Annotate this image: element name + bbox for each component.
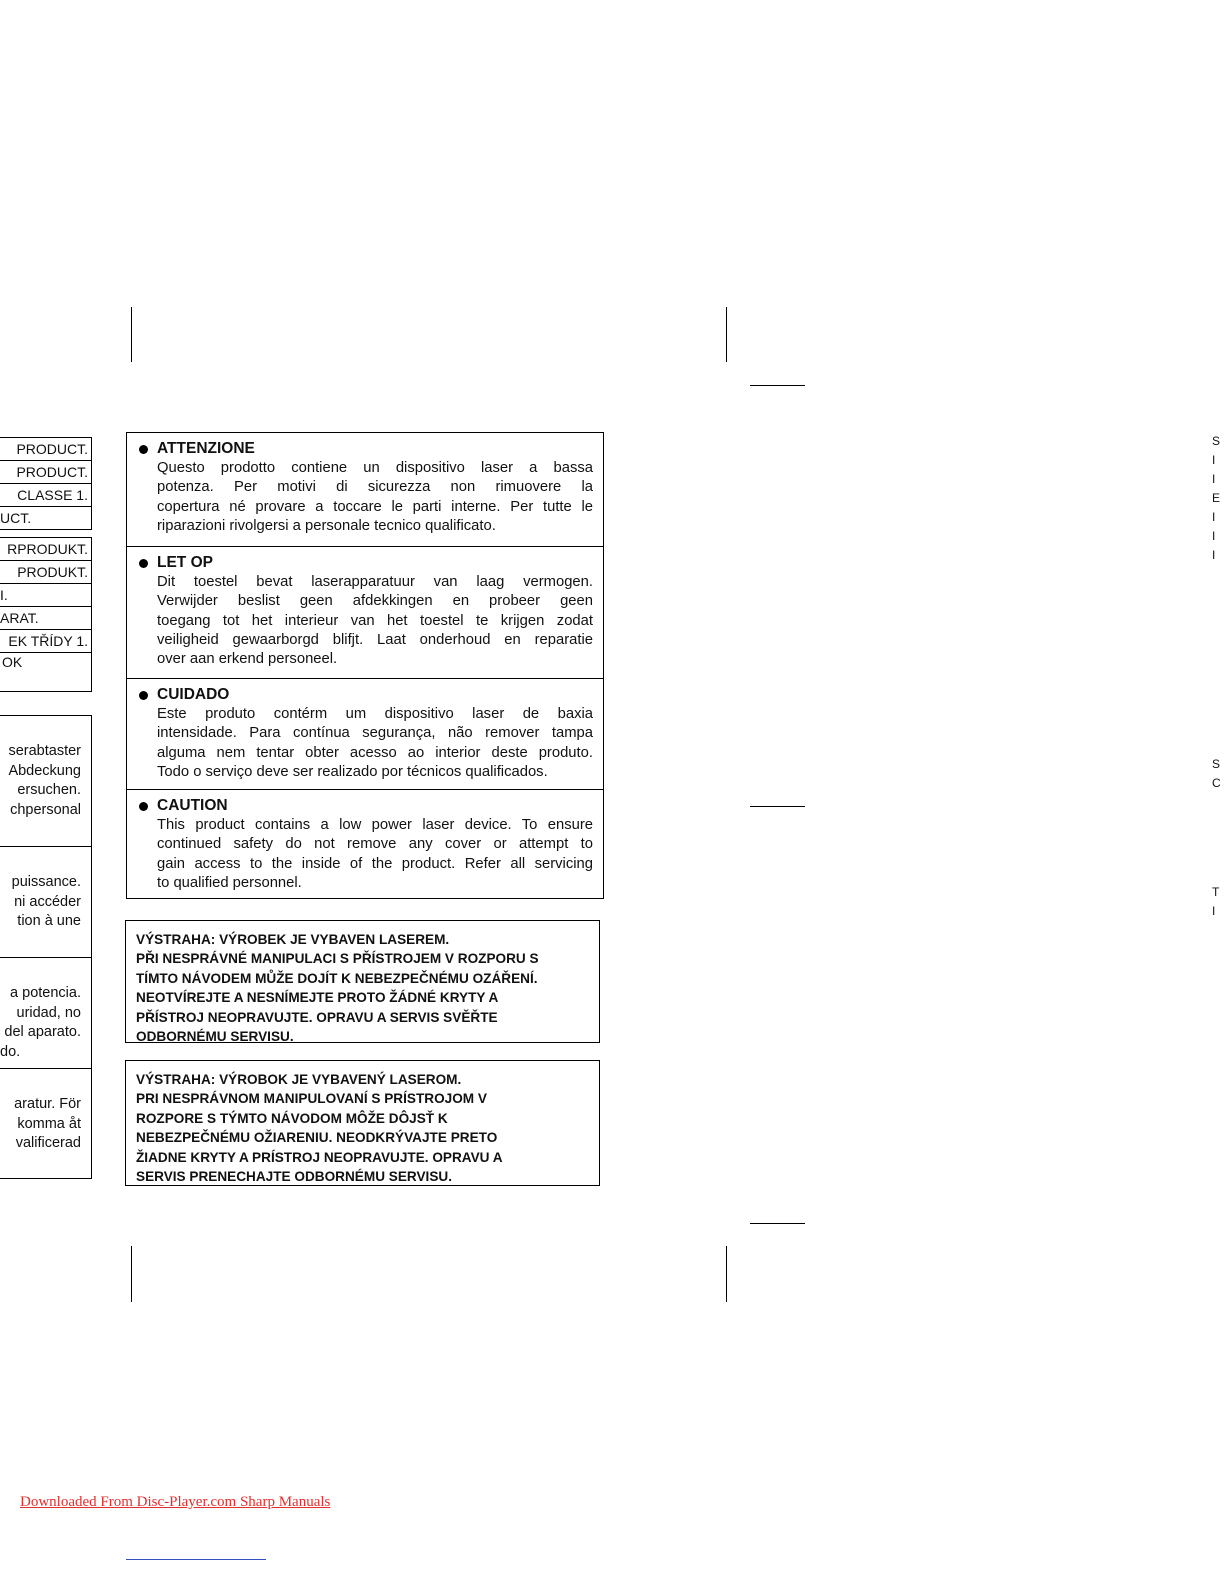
caution-section-en: CAUTION This product contains a low power laser device. To ensure continued safety do not remove any cover or attempt to gain access to the inside of the product. Refer all servicing to qualified personnel.: [127, 790, 603, 896]
left-caution-section: puissance. ni accéder tion à une: [0, 847, 91, 958]
caution-heading: CUIDADO: [137, 685, 593, 705]
crop-mark-top-left: [131, 307, 132, 362]
table-row: PRODUCT.: [0, 461, 91, 484]
laser-class-table: [0, 437, 92, 530]
caution-section-pt: CUIDADO Este produto contérm um dispositivo laser de baxia intensidade. Para contínua segurança, não remover tampa alguma nem tentar obter acesso ao interior deste produto. Todo o serviço deve ser realizado por técnicos qualificados.: [127, 679, 603, 790]
laser-class-table-2: [0, 537, 92, 692]
footer-rule: [126, 1559, 266, 1560]
table-row: OK: [2, 654, 23, 670]
caution-heading: LET OP: [137, 553, 593, 573]
caution-section-nl: LET OP Dit toestel bevat laserapparatuur van laag vermogen. Verwijder beslist geen afdekkingen en probeer geen toegang tot het interieur van het toestel te krijgen zodat veiligheid gewaarborgd blifjt. Laat onderhoud en reparatie over aan erkend personeel.: [127, 547, 603, 679]
crop-mark-bottom-right: [726, 1246, 727, 1302]
bullet-icon: [139, 691, 148, 700]
table-row: RPRODUKT.: [0, 538, 91, 561]
left-caution-section: a potencia. uridad, no del aparato. do.: [0, 958, 91, 1069]
caution-heading: CAUTION: [137, 796, 593, 816]
crop-mark-bottom-left: [131, 1246, 132, 1302]
table-row: PRODUKT.: [0, 561, 91, 584]
caution-section-it: ATTENZIONE Questo prodotto contiene un dispositivo laser a bassa potenza. Per motivi di sicurezza non rimuovere la copertura né provare a toccare le parti interne. Per tutte le riparazioni rivolgersi a personale tecnico qualificato.: [127, 433, 603, 547]
left-caution-section: aratur. För komma åt valificerad: [14, 1096, 81, 1151]
left-caution-section: serabtaster Abdeckung ersuchen. chpersonal: [0, 716, 91, 847]
left-caution-box: [0, 715, 92, 1179]
table-row: UCT.: [0, 510, 32, 526]
crop-mark-top-right: [726, 307, 727, 362]
fold-mark-2: [750, 806, 805, 807]
laser-caution-box: [126, 432, 604, 899]
fold-mark-1: [750, 385, 805, 386]
warning-box-slovak: VÝSTRAHA: VÝROBOK JE VYBAVENÝ LASEROM. PRI NESPRÁVNOM MANIPULOVANÍ S PRÍSTROJOM V ROZPORE S TÝMTO NÁVODOM MÔŽE DÔJSŤ K NEBEZPEČNÉMU OŽIARENIU. NEODKRÝVAJTE PRETO ŽIADNE KRYTY A PRÍSTROJ NEOPRAVUJTE. OPRAVU A SERVIS PRENECHAJTE ODBORNÉMU SERVISU.: [125, 1060, 600, 1186]
table-row: EK TŘÍDY 1.: [0, 630, 91, 653]
caution-heading: ATTENZIONE: [137, 439, 593, 459]
bullet-icon: [139, 445, 148, 454]
table-row: PRODUCT.: [0, 438, 91, 461]
table-row: ARAT.: [0, 607, 91, 630]
download-source-link[interactable]: Downloaded From Disc-Player.com Sharp Manuals: [20, 1494, 331, 1510]
warning-box-czech: VÝSTRAHA: VÝROBEK JE VYBAVEN LASEREM. PŘI NESPRÁVNÉ MANIPULACI S PŘÍSTROJEM V ROZPORU S TÍMTO NÁVODEM MŮŽE DOJÍT K NEBEZPEČNÉMU OZÁŘENÍ. NEOTVÍREJTE A NESNÍMEJTE PROTO ŽÁDNÉ KRYTY A PŘÍSTROJ NEOPRAVUJTE. OPRAVU A SERVIS SVĚŘTE ODBORNÉMU SERVISU.: [125, 920, 600, 1043]
table-row: CLASSE 1.: [0, 484, 91, 507]
table-row: I.: [0, 584, 91, 607]
bullet-icon: [139, 559, 148, 568]
bullet-icon: [139, 802, 148, 811]
right-edge-text: S I I E I I I S C T I: [1212, 434, 1221, 918]
fold-mark-3: [750, 1223, 805, 1224]
